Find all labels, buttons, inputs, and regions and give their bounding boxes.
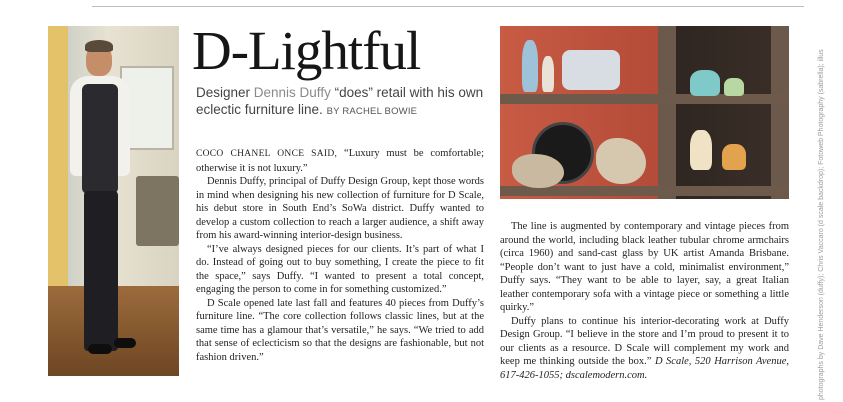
person-legs xyxy=(84,191,118,351)
paragraph-3: “I’ve always designed pieces for our clients. It’s part of what I do. Instead of going out to buy something, I create the piece to fit the space,” says Duffy. “I wanted to present a total concept, engaging the person to come in for something customized.” xyxy=(196,243,484,295)
body-column-right xyxy=(500,220,789,382)
glass-vase xyxy=(522,40,538,92)
deck-prefix: Designer xyxy=(196,85,254,100)
paragraph-6 xyxy=(500,315,789,383)
glass-vase xyxy=(542,56,554,92)
paragraph-4: D Scale opened late last fall and features 40 pieces from Duffy’s furniture line. “The core collection follows classic lines, but at the same time has a glamour that’s versatile,” he says. “We tried to add that sense of eclecticism so that the designs are fashionable, but not fashion driven.” xyxy=(196,297,484,363)
lantern-object xyxy=(690,130,712,170)
shelf-board xyxy=(500,94,789,104)
photo-credit: photographs by Dave Henderson (duffy); Chris Vaccaro (d scale backdrop); Fotoweb Photography (sabrella); illus xyxy=(818,49,825,400)
store-shelves-photo xyxy=(500,26,789,199)
designer-name: Dennis Duffy xyxy=(253,85,331,100)
body-column-left xyxy=(196,147,484,364)
person-hair xyxy=(85,40,113,52)
deck-rest: “does” retail with his own eclectic furniture line. xyxy=(196,85,484,117)
amber-glass xyxy=(722,144,746,170)
lead-in-caps: COCO CHANEL ONCE SAID, xyxy=(196,149,338,159)
paragraph-1 xyxy=(196,147,484,175)
paragraph-1-text: “Luxury must be comfortable; otherwise it is not luxury.” xyxy=(196,148,484,174)
shelf-post xyxy=(658,26,676,199)
person-shoe xyxy=(114,338,136,348)
person-vest xyxy=(82,84,118,194)
paragraph-5: The line is augmented by contemporary and vintage pieces from around the world, including black leather tubular chrome armchairs (circa 1960) and sand-cast glass by UK artist Amanda Brisbane. “People don’t want to just have a cold, minimalist environment,” Duffy says. “They want to be able to layer, say, a great Italian leather contemporary sofa with a vintage piece or something a little quirky.” xyxy=(500,221,789,313)
glass-bowl xyxy=(724,78,744,96)
article-title: D-Lightful xyxy=(192,20,421,81)
shelf-post xyxy=(771,26,789,199)
designer-portrait-photo xyxy=(48,26,179,376)
paragraph-2: Dennis Duffy, principal of Duffy Design Group, kept those words in mind when designing his new collection of furniture for D Scale, his debut store in South End’s SoWa district. Duffy wanted to develop a custom collection to reach a larger audience, a shift away from his award-winning interior-design business. xyxy=(196,176,484,241)
pillow-object xyxy=(562,50,620,90)
byline: BY RACHEL BOWIE xyxy=(326,106,418,117)
person-shoe xyxy=(88,344,112,354)
glass-bowl xyxy=(690,70,720,96)
top-rule xyxy=(92,6,804,7)
sand-cast-glass xyxy=(512,154,564,188)
sofa-detail xyxy=(136,176,179,246)
venue-info: D Scale, 520 Harrison Avenue, 617-426-1055; dscalemodern.com. xyxy=(500,356,789,381)
article-deck xyxy=(196,84,496,120)
paragraph-6-text: Duffy plans to continue his interior-decorating work at Duffy Design Group. “I believe in the store and I’m proud to present it to our clients as a resource. D Scale will complement my work and keep me thinking outside the box.” xyxy=(500,315,789,367)
